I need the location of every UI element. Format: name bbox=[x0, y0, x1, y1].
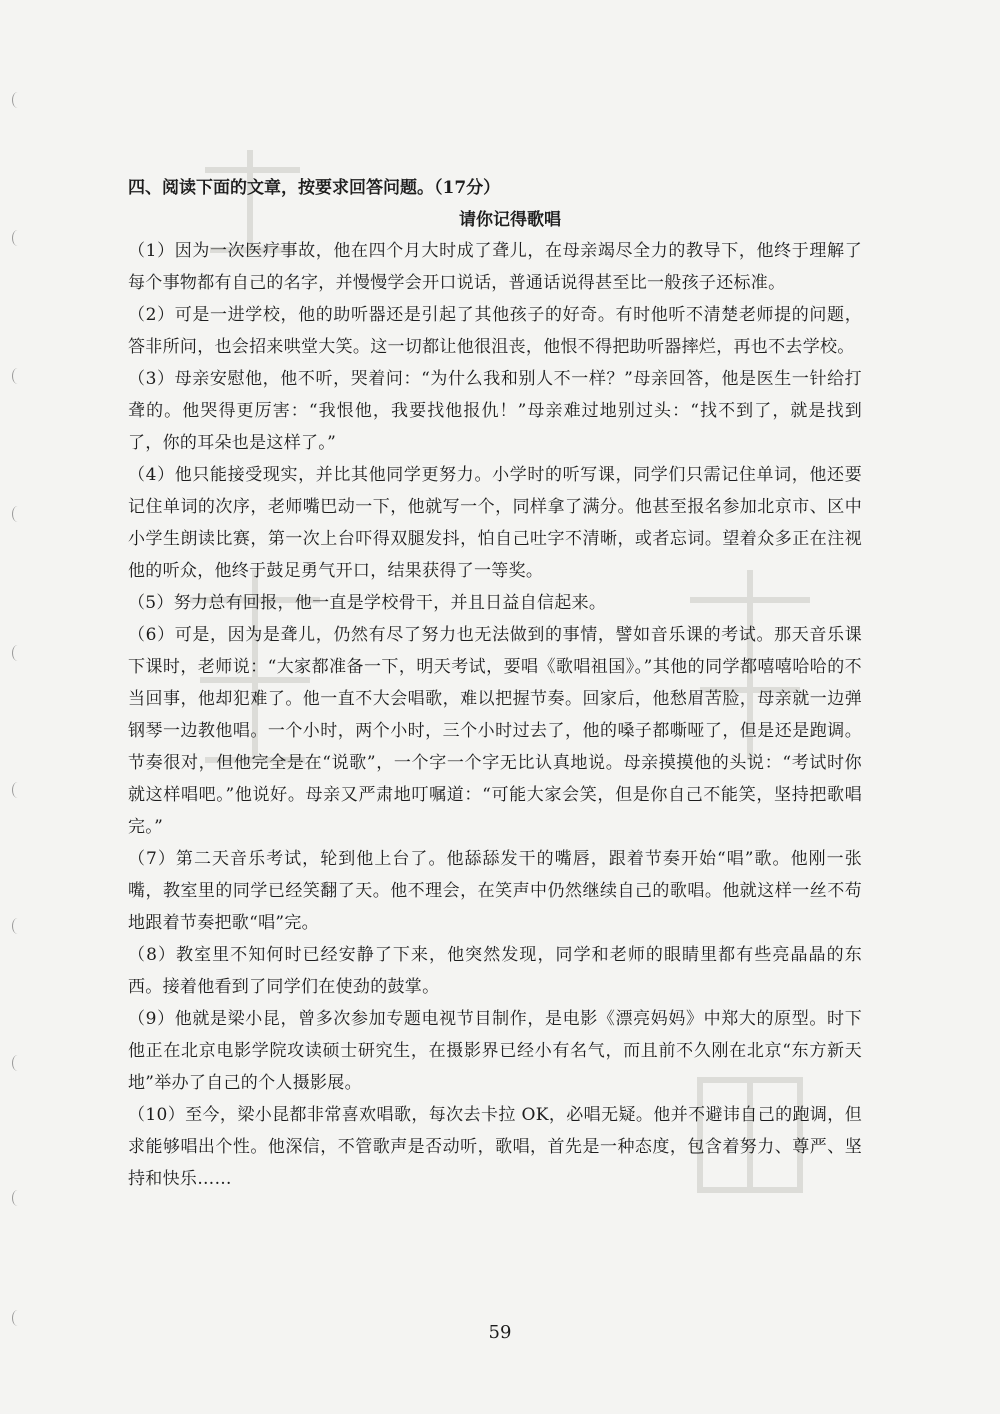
reading-section bbox=[128, 176, 862, 1195]
binding-mark bbox=[12, 918, 23, 934]
binding-mark bbox=[12, 506, 23, 522]
article-title: 请你记得歌唱 bbox=[459, 210, 561, 230]
binding-mark bbox=[12, 1190, 23, 1206]
article-paragraph: （1）因为一次医疗事故，他在四个月大时成了聋儿，在母亲竭尽全力的教导下，他终于理解了每个事物都有自己的名字，并慢慢学会开口说话，普通话说得甚至比一般孩子还标准。 bbox=[128, 241, 862, 293]
article-paragraph: （8）教室里不知何时已经安静了下来，他突然发现，同学和老师的眼睛里都有些亮晶晶的东西。接着他看到了同学们在使劲的鼓掌。 bbox=[128, 945, 862, 997]
article-paragraph: （3）母亲安慰他，他不听，哭着问：“为什么我和别人不一样？”母亲回答，他是医生一针给打聋的。他哭得更厉害：“我恨他，我要找他报仇！”母亲难过地别过头：“找不到了，就是找到了，你的耳朵也是这样了。” bbox=[128, 369, 862, 453]
article-paragraph: （6）可是，因为是聋儿，仍然有尽了努力也无法做到的事情，譬如音乐课的考试。那天音乐课下课时，老师说：“大家都准备一下，明天考试，要唱《歌唱祖国》。”其他的同学都嘻嘻哈哈的不当回事，他却犯难了。他一直不大会唱歌，难以把握节奏。回家后，他愁眉苦脸，母亲就一边弹钢琴一边教他唱。一个小时，两个小时，三个小时过去了，他的嗓子都嘶哑了，但是还是跑调。节奏很对，但他完全是在“说歌”，一个字一个字无比认真地说。母亲摸摸他的头说：“考试时你就这样唱吧。”他说好。母亲又严肃地叮嘱道：“可能大家会笑，但是你自己不能笑，坚持把歌唱完。” bbox=[128, 625, 862, 837]
article-paragraph: （5）努力总有回报，他一直是学校骨干，并且日益自信起来。 bbox=[128, 593, 607, 613]
binding-mark bbox=[12, 368, 23, 384]
binding-mark bbox=[12, 645, 23, 661]
article-paragraph: （7）第二天音乐考试，轮到他上台了。他舔舔发干的嘴唇，跟着节奏开始“唱”歌。他刚一张嘴，教室里的同学已经笑翻了天。他不理会，在笑声中仍然继续自己的歌唱。他就这样一丝不苟地跟着节奏把歌“唱”完。 bbox=[128, 849, 862, 933]
page-number: 59 bbox=[488, 1322, 512, 1343]
binding-mark bbox=[12, 782, 23, 798]
article-paragraph: （4）他只能接受现实，并比其他同学更努力。小学时的听写课，同学们只需记住单词，他还要记住单词的次序，老师嘴巴动一下，他就写一个，同样拿了满分。他甚至报名参加北京市、区中小学生朗读比赛，第一次上台吓得双腿发抖，怕自己吐字不清晰，或者忘词。望着众多正在注视他的听众，他终于鼓足勇气开口，结果获得了一等奖。 bbox=[128, 465, 862, 581]
binding-mark bbox=[12, 1055, 23, 1071]
binding-mark bbox=[12, 92, 23, 108]
article-paragraph: （9）他就是梁小昆，曾多次参加专题电视节目制作，是电影《漂亮妈妈》中郑大的原型。时下他正在北京电影学院攻读硕士研究生，在摄影界已经小有名气，而且前不久刚在北京“东方新天地”举办了自己的个人摄影展。 bbox=[128, 1009, 862, 1093]
binding-mark bbox=[12, 230, 23, 246]
article-paragraph: （2）可是一进学校，他的助听器还是引起了其他孩子的好奇。有时他听不清楚老师提的问题，答非所问，也会招来哄堂大笑。这一切都让他很沮丧，他恨不得把助听器摔烂，再也不去学校。 bbox=[128, 305, 862, 357]
section-heading: 四、阅读下面的文章，按要求回答问题。（17分） bbox=[128, 178, 501, 198]
article-paragraph: （10）至今，梁小昆都非常喜欢唱歌，每次去卡拉 OK，必唱无疑。他并不避讳自己的跑调，但求能够唱出个性。他深信，不管歌声是否动听，歌唱，首先是一种态度，包含着努力、尊严、坚持和快乐…… bbox=[128, 1105, 862, 1189]
